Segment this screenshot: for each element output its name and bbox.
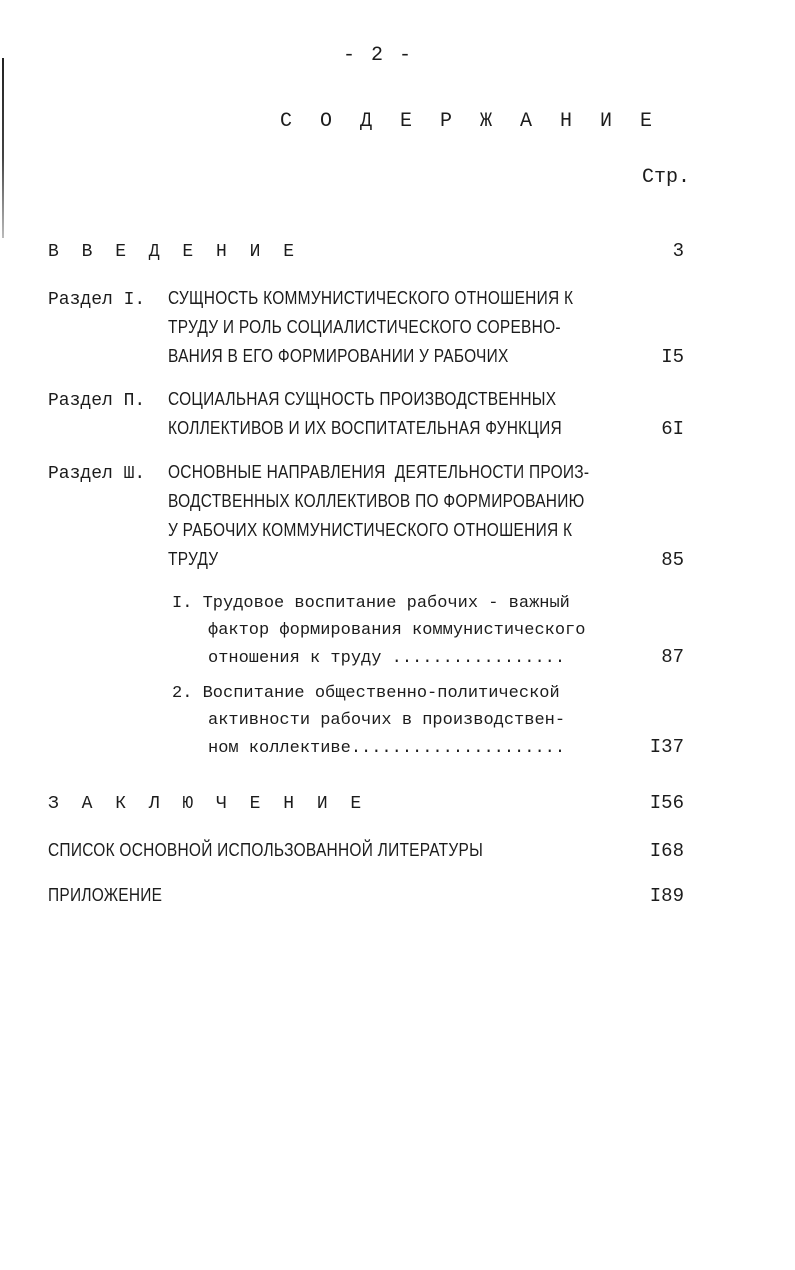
entry-page: 85 <box>661 549 684 571</box>
entry-line: СУЩНОСТЬ КОММУНИСТИЧЕСКОГО ОТНОШЕНИЯ К <box>168 288 574 308</box>
entry-title: В В Е Д Е Н И Е <box>48 242 301 262</box>
entry-line: активности рабочих в производствен- <box>208 711 566 730</box>
toc-entry-appendix[interactable] <box>48 882 688 911</box>
entry-line: Воспитание общественно-политической <box>202 684 560 703</box>
section-label: Раздел П. <box>48 391 146 411</box>
subsection-number: 2. <box>172 684 193 703</box>
entry-line: ТРУДУ И РОЛЬ СОЦИАЛИСТИЧЕСКОГО СОРЕВНО- <box>168 317 561 337</box>
entry-line: отношения к труду ................. <box>208 649 566 668</box>
entry-line: СОЦИАЛЬНАЯ СУЩНОСТЬ ПРОИЗВОДСТВЕННЫХ <box>168 389 557 409</box>
entry-page: 6I <box>661 418 684 440</box>
entry-page: 87 <box>661 646 684 668</box>
entry-line: ВАНИЯ В ЕГО ФОРМИРОВАНИИ У РАБОЧИХ <box>168 346 509 366</box>
margin-binding-line <box>2 58 4 238</box>
entry-line: ВОДСТВЕННЫХ КОЛЛЕКТИВОВ ПО ФОРМИРОВАНИЮ <box>168 491 585 511</box>
toc-entry-section-3[interactable] <box>48 459 688 575</box>
entry-title: ПРИЛОЖЕНИЕ <box>48 885 163 905</box>
toc-subentry-3-2[interactable] <box>172 680 688 762</box>
document-title: С О Д Е Р Ж А Н И Е <box>280 110 661 133</box>
entry-page: I89 <box>649 885 684 907</box>
section-label: Раздел I. <box>48 290 146 310</box>
section-label: Раздел Ш. <box>48 464 146 484</box>
toc-entry-introduction[interactable] <box>48 238 688 266</box>
toc-entry-bibliography[interactable] <box>48 837 688 866</box>
entry-page: I68 <box>649 840 684 862</box>
page-number: - 2 - <box>343 44 414 67</box>
entry-title: З А К Л Ю Ч Е Н И Е <box>48 794 368 814</box>
entry-page: 3 <box>672 240 684 262</box>
toc-entry-section-2[interactable] <box>48 386 688 444</box>
entry-line: КОЛЛЕКТИВОВ И ИХ ВОСПИТАТЕЛЬНАЯ ФУНКЦИЯ <box>168 418 562 438</box>
toc-entry-section-1[interactable] <box>48 285 688 372</box>
entry-page: I5 <box>661 346 684 368</box>
toc-entry-conclusion[interactable] <box>48 790 688 818</box>
entry-line: У РАБОЧИХ КОММУНИСТИЧЕСКОГО ОТНОШЕНИЯ К <box>168 520 573 540</box>
entry-line: фактор формирования коммунистического <box>208 621 586 640</box>
entry-title: СПИСОК ОСНОВНОЙ ИСПОЛЬЗОВАННОЙ ЛИТЕРАТУРЫ <box>48 840 484 860</box>
entry-line: Трудовое воспитание рабочих - важный <box>202 594 570 613</box>
entry-page: I37 <box>649 736 684 758</box>
entry-page: I56 <box>649 792 684 814</box>
entry-line: ОСНОВНЫЕ НАПРАВЛЕНИЯ ДЕЯТЕЛЬНОСТИ ПРОИЗ- <box>168 462 590 482</box>
entry-line: ТРУДУ <box>168 549 219 569</box>
subsection-number: I. <box>172 594 193 613</box>
entry-line: ном коллективе..................... <box>208 739 566 758</box>
page-column-header: Стр. <box>642 166 691 189</box>
toc-subentry-3-1[interactable] <box>172 590 688 672</box>
